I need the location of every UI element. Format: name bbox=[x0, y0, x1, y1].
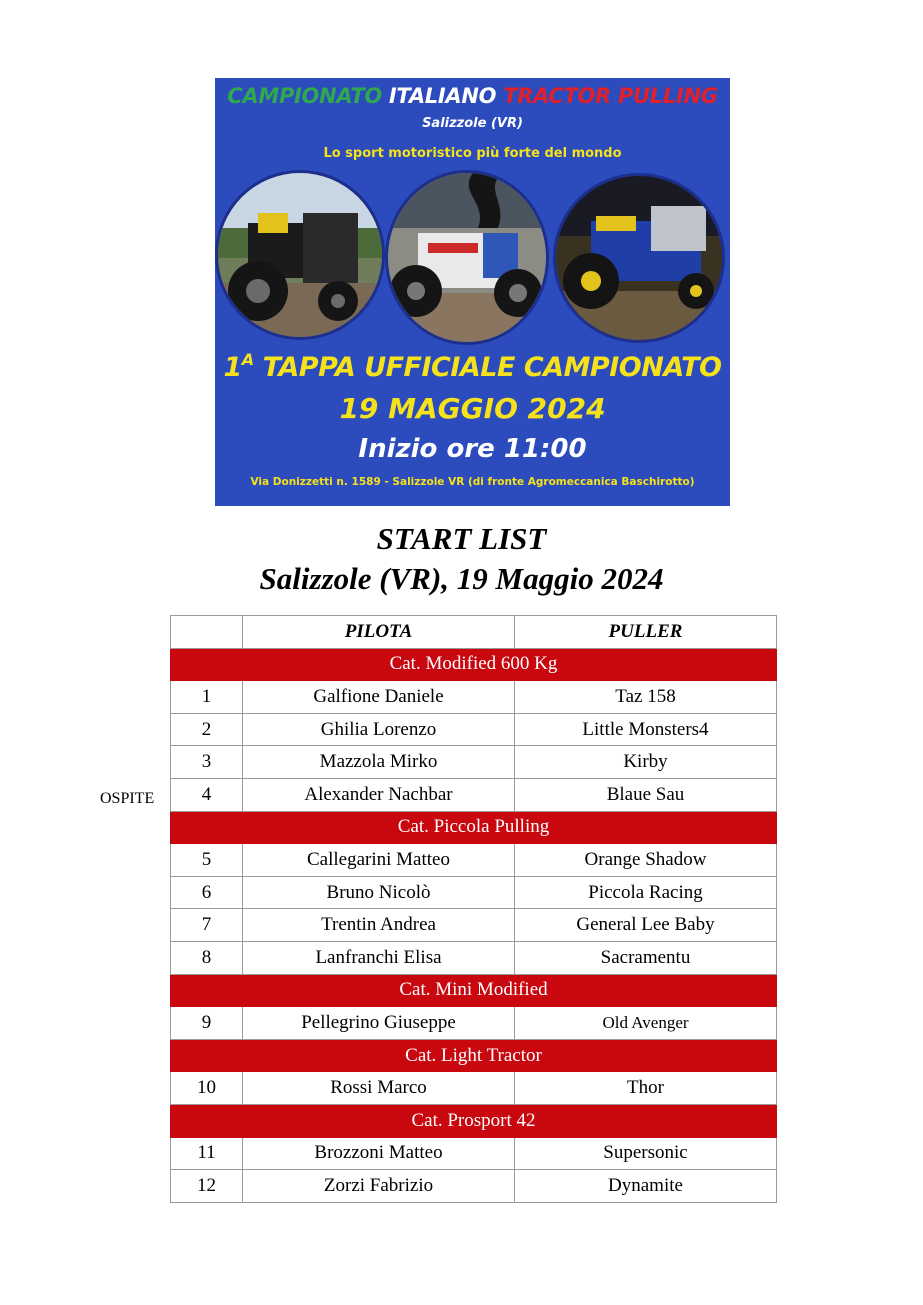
row-number: 8 bbox=[171, 941, 243, 974]
row-number: 1 bbox=[171, 681, 243, 714]
category-row bbox=[171, 1104, 777, 1137]
poster-title bbox=[215, 84, 730, 108]
row-puller: Dynamite bbox=[515, 1170, 777, 1203]
table-row bbox=[171, 778, 777, 811]
table-row bbox=[171, 713, 777, 746]
row-number: 11 bbox=[171, 1137, 243, 1170]
row-puller: Old Avenger bbox=[515, 1007, 777, 1040]
poster-location: Salizzole (VR) bbox=[422, 116, 523, 131]
row-number: 10 bbox=[171, 1072, 243, 1105]
row-pilota: Zorzi Fabrizio bbox=[243, 1170, 515, 1203]
table-row bbox=[171, 746, 777, 779]
table-row bbox=[171, 1170, 777, 1203]
guest-note: OSPITE bbox=[100, 790, 155, 807]
row-puller: Thor bbox=[515, 1072, 777, 1105]
row-puller: Little Monsters4 bbox=[515, 713, 777, 746]
header-puller: PULLER bbox=[515, 616, 777, 649]
table-row bbox=[171, 1007, 777, 1040]
poster-stage-superscript: A bbox=[241, 350, 254, 369]
category-name: Cat. Light Tractor bbox=[171, 1039, 777, 1072]
row-puller: Orange Shadow bbox=[515, 844, 777, 877]
tractor-photo-3 bbox=[553, 173, 725, 343]
table-row bbox=[171, 681, 777, 714]
row-number: 7 bbox=[171, 909, 243, 942]
row-pilota: Pellegrino Giuseppe bbox=[243, 1007, 515, 1040]
row-puller: Kirby bbox=[515, 746, 777, 779]
page-subtitle: Salizzole (VR), 19 Maggio 2024 bbox=[259, 561, 664, 596]
row-pilota: Galfione Daniele bbox=[243, 681, 515, 714]
row-number: 5 bbox=[171, 844, 243, 877]
row-number: 2 bbox=[171, 713, 243, 746]
row-number: 3 bbox=[171, 746, 243, 779]
row-pilota: Trentin Andrea bbox=[243, 909, 515, 942]
category-row bbox=[171, 811, 777, 844]
tractor-photo-1 bbox=[215, 170, 385, 340]
row-pilota: Alexander Nachbar bbox=[243, 778, 515, 811]
row-puller: Taz 158 bbox=[515, 681, 777, 714]
row-pilota: Rossi Marco bbox=[243, 1072, 515, 1105]
tractor-photo-2 bbox=[385, 170, 549, 345]
poster-title-word-2: ITALIANO bbox=[388, 84, 497, 108]
poster-address: Via Donizzetti n. 1589 - Salizzole VR (di fronte Agromeccanica Baschirotto) bbox=[250, 476, 695, 488]
category-row bbox=[171, 1039, 777, 1072]
category-row bbox=[171, 974, 777, 1007]
poster-tagline: Lo sport motoristico più forte del mondo bbox=[323, 146, 622, 161]
category-name: Cat. Prosport 42 bbox=[171, 1104, 777, 1137]
poster-date: 19 MAGGIO 2024 bbox=[339, 392, 606, 425]
event-poster bbox=[215, 78, 730, 506]
table-row bbox=[171, 941, 777, 974]
page-title: START LIST bbox=[376, 521, 547, 556]
category-row bbox=[171, 648, 777, 681]
row-puller: Piccola Racing bbox=[515, 876, 777, 909]
row-puller: Blaue Sau bbox=[515, 778, 777, 811]
table-header-row bbox=[171, 616, 777, 649]
header-pilota: PILOTA bbox=[243, 616, 515, 649]
poster-title-word-3: TRACTOR PULLING bbox=[503, 84, 718, 108]
row-puller: General Lee Baby bbox=[515, 909, 777, 942]
header-number bbox=[171, 616, 243, 649]
poster-stage-title bbox=[215, 352, 730, 383]
row-puller: Sacramentu bbox=[515, 941, 777, 974]
row-pilota: Mazzola Mirko bbox=[243, 746, 515, 779]
poster-title-word-1: CAMPIONATO bbox=[227, 84, 382, 108]
row-number: 4 bbox=[171, 778, 243, 811]
category-name: Cat. Mini Modified bbox=[171, 974, 777, 1007]
category-name: Cat. Modified 600 Kg bbox=[171, 648, 777, 681]
poster-start-time: Inizio ore 11:00 bbox=[358, 434, 587, 464]
row-pilota: Lanfranchi Elisa bbox=[243, 941, 515, 974]
row-puller: Supersonic bbox=[515, 1137, 777, 1170]
table-row bbox=[171, 909, 777, 942]
poster-stage-text: TAPPA UFFICIALE CAMPIONATO bbox=[262, 352, 722, 383]
start-list-table bbox=[170, 615, 777, 1203]
table-row bbox=[171, 876, 777, 909]
row-pilota: Brozzoni Matteo bbox=[243, 1137, 515, 1170]
poster-stage-number: 1 bbox=[223, 352, 242, 383]
table-row bbox=[171, 1072, 777, 1105]
row-pilota: Callegarini Matteo bbox=[243, 844, 515, 877]
row-pilota: Ghilia Lorenzo bbox=[243, 713, 515, 746]
row-number: 9 bbox=[171, 1007, 243, 1040]
row-number: 12 bbox=[171, 1170, 243, 1203]
row-number: 6 bbox=[171, 876, 243, 909]
category-name: Cat. Piccola Pulling bbox=[171, 811, 777, 844]
row-pilota: Bruno Nicolò bbox=[243, 876, 515, 909]
table-row bbox=[171, 1137, 777, 1170]
table-row bbox=[171, 844, 777, 877]
